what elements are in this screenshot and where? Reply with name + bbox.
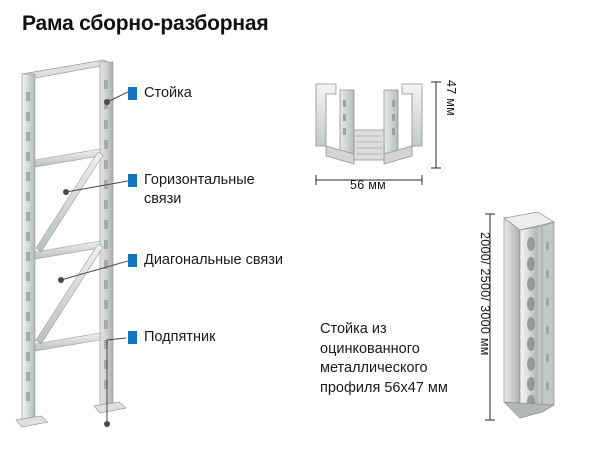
page-title: Рама сборно-разборная bbox=[22, 12, 269, 35]
callout-post bbox=[128, 84, 192, 103]
dimension-profile-width: 56 мм bbox=[350, 178, 387, 192]
callout-label-post: Стойка bbox=[144, 85, 192, 101]
callout-foot-plate bbox=[128, 328, 215, 347]
dimension-profile-height: 47 мм bbox=[444, 80, 458, 117]
dimension-post-heights: 2000/ 2500/ 3000 мм bbox=[478, 232, 492, 356]
bullet-icon bbox=[128, 331, 137, 344]
callout-label-diagonal-braces: Диагональные связи bbox=[144, 252, 284, 268]
callout-diagonal-braces bbox=[128, 251, 283, 270]
bullet-icon bbox=[128, 254, 137, 267]
callout-horizontal-braces bbox=[128, 171, 294, 209]
callout-label-foot-plate: Подпятник bbox=[144, 329, 216, 345]
bullet-icon bbox=[128, 87, 137, 100]
bullet-icon bbox=[128, 174, 137, 187]
upright-post-illustration bbox=[480, 212, 570, 427]
profile-description: Стойка из оцинкованного металлического профиля 56х47 мм bbox=[320, 321, 448, 396]
rack-frame-illustration bbox=[8, 52, 148, 442]
callout-label-horizontal-braces: Горизонтальные связи bbox=[144, 172, 255, 207]
